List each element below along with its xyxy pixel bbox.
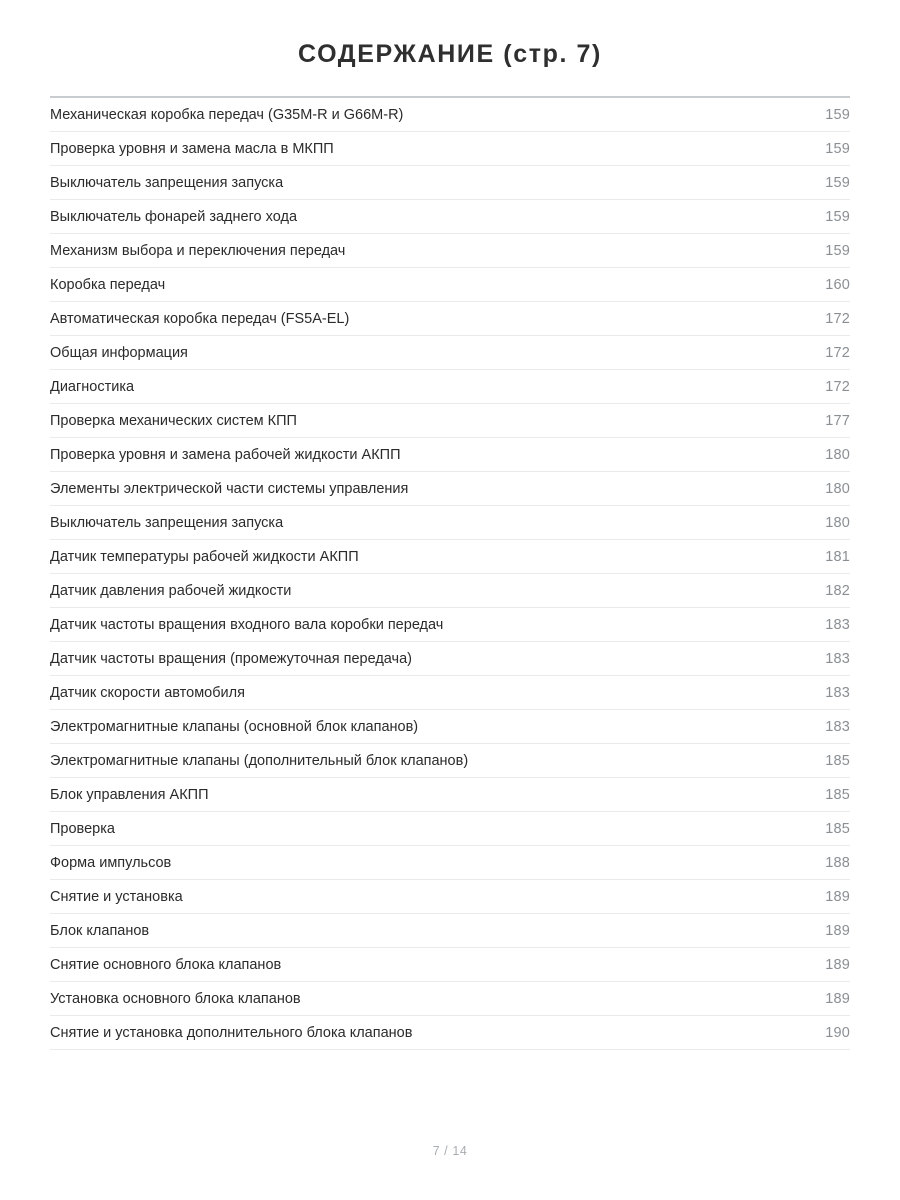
toc-entry-title: Датчик скорости автомобиля	[50, 685, 245, 701]
toc-entry-title: Установка основного блока клапанов	[50, 991, 301, 1007]
toc-entry-title: Выключатель запрещения запуска	[50, 515, 284, 531]
title-block	[0, 0, 900, 72]
page-footer	[0, 1142, 900, 1160]
toc-entry-title: Выключатель фонарей заднего хода	[50, 209, 298, 225]
toc-entry[interactable]	[50, 710, 850, 744]
toc-entry-page-number: 189	[825, 889, 850, 905]
toc-entry-title: Диагностика	[50, 379, 135, 395]
toc-entry-page-number: 180	[825, 515, 850, 531]
toc-entry[interactable]	[50, 234, 850, 268]
toc-entry-title: Механизм выбора и переключения передач	[50, 243, 346, 259]
toc-entry-page-number: 185	[825, 787, 850, 803]
toc-entry-page-number: 185	[825, 821, 850, 837]
toc-entry-page-number: 183	[825, 651, 850, 667]
toc-entry-title: Блок клапанов	[50, 923, 150, 939]
toc-entry-page-number: 190	[825, 1025, 850, 1041]
toc-entry-title: Механическая коробка передач (G35M-R и G66M-R)	[50, 107, 404, 123]
toc-entry-title: Проверка уровня и замена рабочей жидкости АКПП	[50, 447, 401, 463]
toc-entry[interactable]	[50, 608, 850, 642]
toc-entry-title: Общая информация	[50, 345, 188, 361]
toc-entry[interactable]	[50, 200, 850, 234]
toc-entry[interactable]	[50, 676, 850, 710]
toc-entry[interactable]	[50, 404, 850, 438]
toc-entry-title: Проверка механических систем КПП	[50, 413, 297, 429]
toc-entry[interactable]	[50, 472, 850, 506]
toc-entry[interactable]	[50, 846, 850, 880]
toc-entry[interactable]	[50, 948, 850, 982]
toc-entry[interactable]	[50, 98, 850, 132]
toc-entry[interactable]	[50, 914, 850, 948]
toc-entry[interactable]	[50, 574, 850, 608]
toc-entry-page-number: 189	[825, 991, 850, 1007]
toc-entry-page-number: 183	[825, 719, 850, 735]
toc-entry-page-number: 189	[825, 923, 850, 939]
toc-entry-title: Снятие основного блока клапанов	[50, 957, 282, 973]
toc-entry-page-number: 172	[825, 311, 850, 327]
toc-entry-page-number: 172	[825, 379, 850, 395]
toc-entry-page-number: 172	[825, 345, 850, 361]
toc-entry-title: Коробка передач	[50, 277, 166, 293]
toc-entry-page-number: 183	[825, 617, 850, 633]
toc-entry-title: Проверка уровня и замена масла в МКПП	[50, 141, 334, 157]
toc-entry[interactable]	[50, 302, 850, 336]
toc-entry-title: Датчик частоты вращения (промежуточная передача)	[50, 651, 412, 667]
toc-entry[interactable]	[50, 642, 850, 676]
toc-entry-page-number: 181	[825, 549, 850, 565]
toc-entry-page-number: 160	[825, 277, 850, 293]
toc-entry-page-number: 159	[825, 243, 850, 259]
page-title: СОДЕРЖАНИЕ (стр. 7)	[298, 40, 602, 68]
toc-entry[interactable]	[50, 268, 850, 302]
toc-entry-title: Датчик температуры рабочей жидкости АКПП	[50, 549, 359, 565]
toc-entry[interactable]	[50, 132, 850, 166]
toc-entry[interactable]	[50, 370, 850, 404]
toc-entry-title: Электромагнитные клапаны (основной блок клапанов)	[50, 719, 419, 735]
toc-entry-title: Автоматическая коробка передач (FS5A-EL)	[50, 311, 350, 327]
toc-entry-page-number: 159	[825, 175, 850, 191]
toc-entry[interactable]	[50, 336, 850, 370]
toc-entry-title: Снятие и установка дополнительного блока клапанов	[50, 1025, 413, 1041]
toc-entry[interactable]	[50, 812, 850, 846]
toc-entry-title: Форма импульсов	[50, 855, 172, 871]
toc-entry[interactable]	[50, 744, 850, 778]
toc-entry-title: Снятие и установка	[50, 889, 183, 905]
toc-entry-page-number: 183	[825, 685, 850, 701]
toc-entry-page-number: 180	[825, 481, 850, 497]
toc-entry-page-number: 159	[825, 209, 850, 225]
toc-entry-page-number: 159	[825, 141, 850, 157]
toc-entry[interactable]	[50, 982, 850, 1016]
toc-entry-page-number: 159	[825, 107, 850, 123]
toc-entry-title: Электромагнитные клапаны (дополнительный блок клапанов)	[50, 753, 469, 769]
toc-entry-title: Датчик частоты вращения входного вала коробки передач	[50, 617, 444, 633]
toc-entry-title: Элементы электрической части системы управления	[50, 481, 409, 497]
footer-page-indicator: 7 / 14	[432, 1144, 468, 1158]
toc-entry-page-number: 180	[825, 447, 850, 463]
table-of-contents	[50, 98, 850, 1050]
toc-entry-page-number: 177	[825, 413, 850, 429]
toc-entry[interactable]	[50, 506, 850, 540]
toc-entry[interactable]	[50, 1016, 850, 1050]
toc-entry[interactable]	[50, 880, 850, 914]
toc-entry-page-number: 189	[825, 957, 850, 973]
toc-entry[interactable]	[50, 166, 850, 200]
toc-entry[interactable]	[50, 540, 850, 574]
toc-entry-page-number: 188	[825, 855, 850, 871]
toc-entry-title: Выключатель запрещения запуска	[50, 175, 284, 191]
toc-entry-title: Датчик давления рабочей жидкости	[50, 583, 292, 599]
toc-entry-title: Блок управления АКПП	[50, 787, 209, 803]
toc-entry[interactable]	[50, 778, 850, 812]
toc-entry[interactable]	[50, 438, 850, 472]
toc-entry-page-number: 185	[825, 753, 850, 769]
toc-entry-title: Проверка	[50, 821, 115, 837]
toc-entry-page-number: 182	[825, 583, 850, 599]
